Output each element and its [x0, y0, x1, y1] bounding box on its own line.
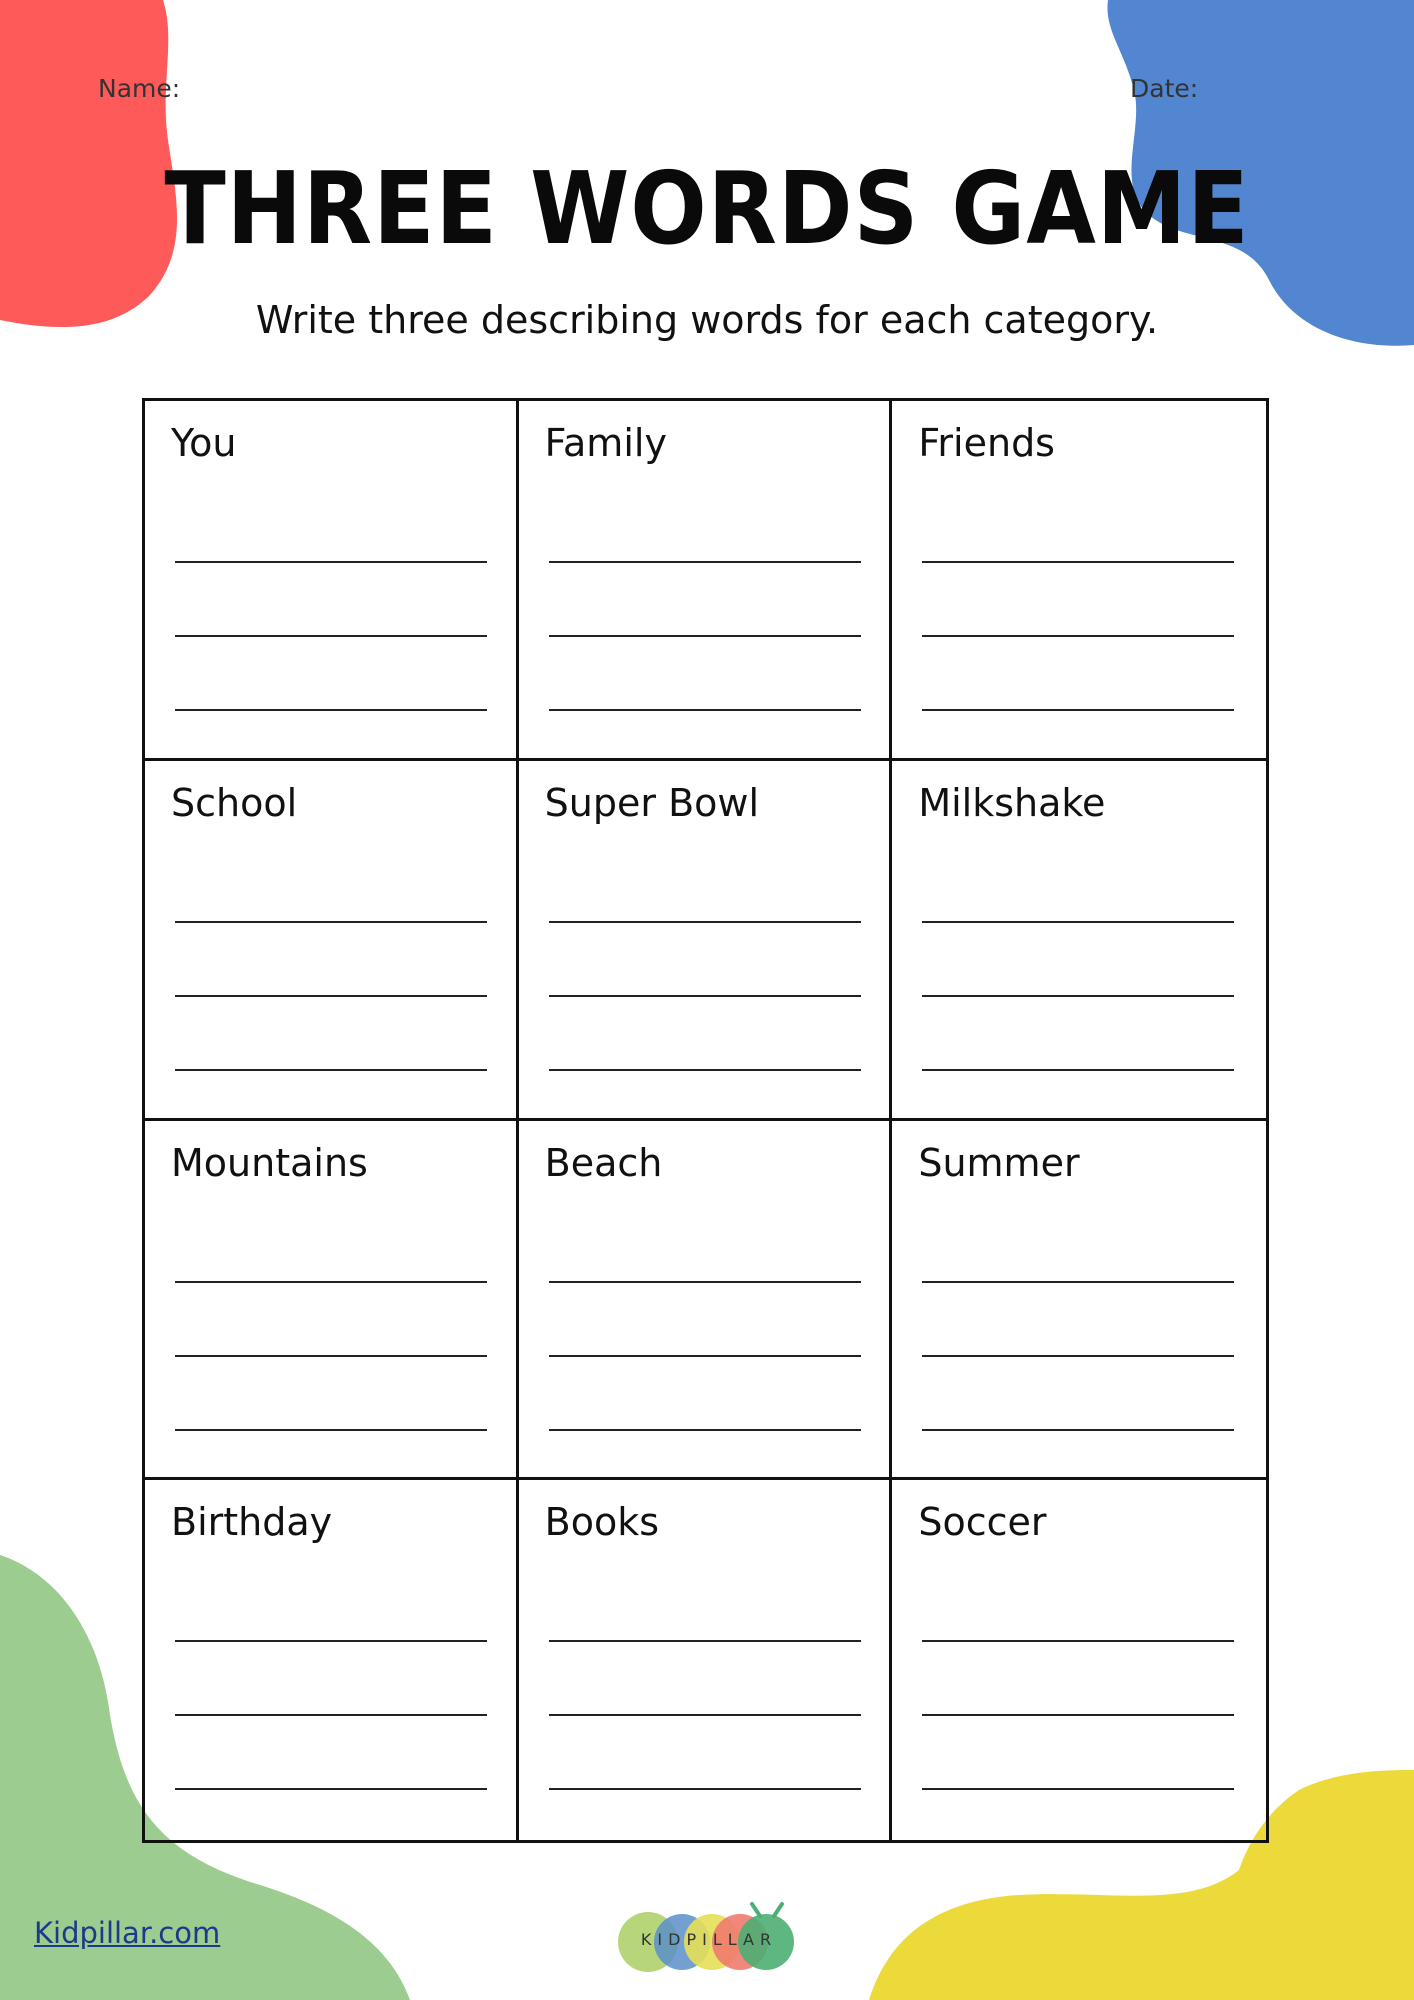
writing-line[interactable] [922, 1281, 1234, 1283]
category-label: Beach [544, 1140, 663, 1185]
writing-line[interactable] [549, 1281, 861, 1283]
category-label: Family [544, 421, 667, 465]
category-label: Super Bowl [544, 780, 760, 825]
writing-line[interactable] [922, 921, 1234, 923]
writing-line[interactable] [549, 1788, 861, 1790]
writing-line[interactable] [549, 1640, 861, 1642]
writing-line[interactable] [549, 561, 861, 563]
writing-line[interactable] [549, 1714, 861, 1716]
writing-line[interactable] [922, 635, 1234, 637]
category-cell [145, 401, 519, 761]
writing-line[interactable] [175, 995, 487, 997]
writing-line[interactable] [549, 995, 861, 997]
writing-line[interactable] [175, 709, 487, 711]
category-label: Soccer [918, 1500, 1047, 1545]
date-label: Date: [1130, 74, 1199, 103]
category-cell [519, 401, 893, 761]
writing-line[interactable] [175, 1281, 487, 1283]
category-label: School [171, 780, 298, 825]
category-cell [145, 1121, 519, 1481]
writing-line[interactable] [922, 561, 1234, 563]
writing-line[interactable] [922, 1429, 1234, 1431]
category-label: You [171, 421, 237, 465]
name-label: Name: [98, 74, 181, 103]
writing-line[interactable] [549, 921, 861, 923]
category-cell [892, 1121, 1266, 1481]
writing-line[interactable] [175, 1355, 487, 1357]
category-cell [519, 761, 893, 1121]
writing-line[interactable] [549, 1069, 861, 1071]
category-label: Mountains [171, 1140, 368, 1185]
writing-line[interactable] [922, 1714, 1234, 1716]
category-label: Summer [918, 1140, 1080, 1185]
category-cell [892, 1480, 1266, 1840]
category-cell [145, 1480, 519, 1840]
writing-line[interactable] [175, 921, 487, 923]
writing-line[interactable] [922, 1069, 1234, 1071]
category-label: Friends [918, 421, 1055, 465]
logo-text: KIDPILLAR [640, 1930, 778, 1949]
writing-line[interactable] [922, 1640, 1234, 1642]
category-cell [519, 1121, 893, 1481]
kidpillar-link[interactable]: Kidpillar.com [34, 1916, 221, 1950]
writing-line[interactable] [922, 995, 1234, 997]
category-cell [892, 401, 1266, 761]
writing-line[interactable] [175, 635, 487, 637]
writing-line[interactable] [175, 1714, 487, 1716]
writing-line[interactable] [922, 709, 1234, 711]
category-label: Milkshake [918, 780, 1106, 825]
writing-line[interactable] [175, 1640, 487, 1642]
category-grid [142, 398, 1269, 1843]
writing-line[interactable] [922, 1788, 1234, 1790]
category-label: Books [544, 1500, 660, 1545]
category-cell [145, 761, 519, 1121]
writing-line[interactable] [549, 709, 861, 711]
writing-line[interactable] [175, 561, 487, 563]
writing-line[interactable] [549, 1429, 861, 1431]
category-cell [892, 761, 1266, 1121]
writing-line[interactable] [175, 1788, 487, 1790]
writing-line[interactable] [175, 1069, 487, 1071]
writing-line[interactable] [922, 1355, 1234, 1357]
category-label: Birthday [171, 1500, 333, 1545]
category-cell [519, 1480, 893, 1840]
writing-line[interactable] [175, 1429, 487, 1431]
instructions: Write three describing words for each category. [255, 298, 1159, 342]
writing-line[interactable] [549, 635, 861, 637]
writing-line[interactable] [549, 1355, 861, 1357]
kidpillar-logo [614, 1900, 804, 1980]
page-title: THREE WORDS GAME [164, 150, 1250, 267]
